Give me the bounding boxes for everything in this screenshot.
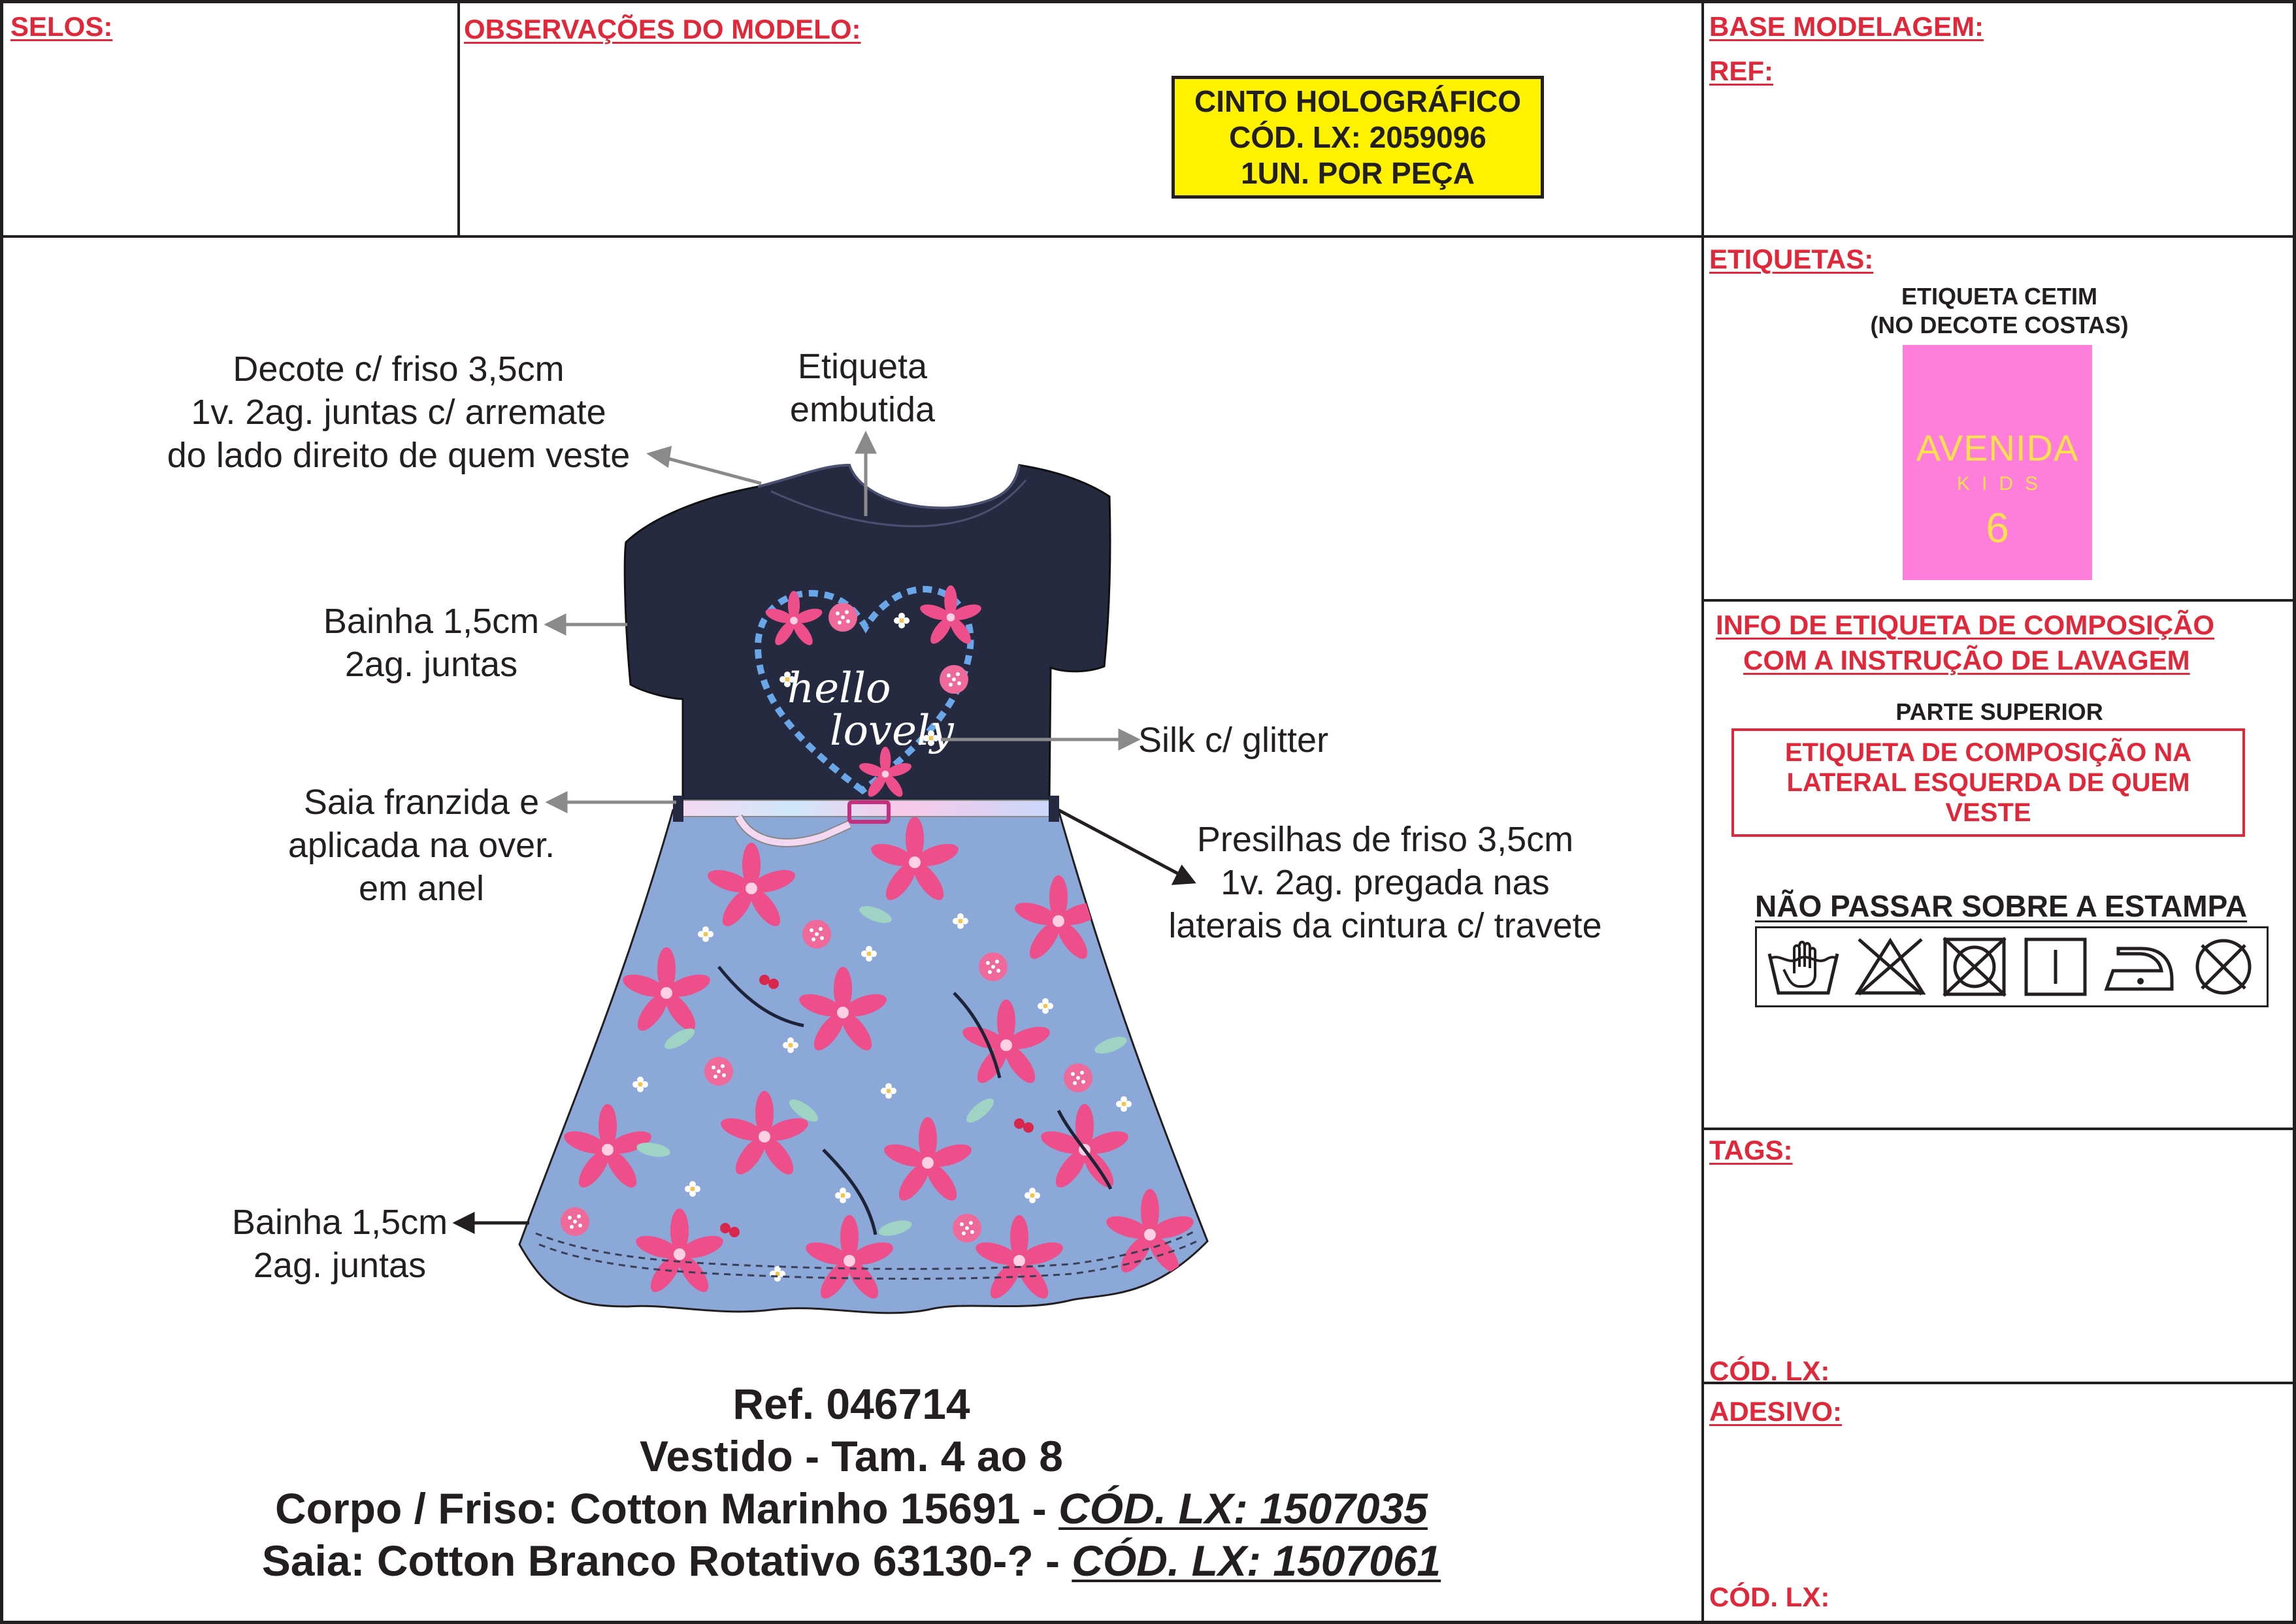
callout-neckline-line1: Decote c/ friso 3,5cm bbox=[233, 349, 565, 389]
composition-box bbox=[1731, 728, 2245, 837]
callout-loops-line2: 1v. 2ag. pregada nas bbox=[1221, 863, 1550, 902]
description-product: Vestido - Tam. 4 ao 8 bbox=[640, 1432, 1063, 1480]
iron-low-icon bbox=[2100, 934, 2178, 999]
callout-sleeve-hem-line2: 2ag. juntas bbox=[344, 645, 518, 684]
print-text-lovely: lovely bbox=[830, 707, 954, 755]
tags-label: TAGS: bbox=[1709, 1135, 1793, 1165]
callout-skirt-line3: em anel bbox=[358, 869, 485, 908]
composition-title-1: INFO DE ETIQUETA DE COMPOSIÇÃO bbox=[1716, 609, 2215, 640]
care-symbols bbox=[1755, 926, 2269, 1007]
base-modelagem-label: BASE MODELAGEM: bbox=[1709, 11, 1984, 42]
callout-inner-label bbox=[764, 345, 960, 431]
composition-title-2: COM A INSTRUÇÃO DE LAVAGEM bbox=[1743, 645, 2190, 675]
no-bleach-icon bbox=[1851, 934, 1929, 999]
callout-print bbox=[1138, 719, 1328, 762]
callout-inner-label-line1: Etiqueta bbox=[797, 347, 928, 386]
description-skirt-code: CÓD. LX: 1507061 bbox=[1072, 1536, 1441, 1585]
adesivo-cod-label: CÓD. LX: bbox=[1709, 1582, 1830, 1612]
label-size: 6 bbox=[1986, 504, 2009, 551]
description-body bbox=[0, 1483, 1703, 1534]
belt-note-line3: 1UN. POR PEÇA bbox=[1241, 155, 1475, 190]
label-brand-sub: KIDS bbox=[1956, 473, 2050, 495]
description-ref: Ref. 046714 bbox=[732, 1380, 970, 1428]
label-brand: AVENIDA bbox=[1916, 427, 2079, 468]
callout-loops-line3: laterais da cintura c/ travete bbox=[1168, 906, 1602, 945]
composition-part: PARTE SUPERIOR bbox=[1895, 698, 2103, 725]
callout-skirt-hem-line1: Bainha 1,5cm bbox=[231, 1203, 448, 1242]
composition-box-line2: LATERAL ESQUERDA DE QUEM bbox=[1786, 768, 2190, 797]
tags-cod-label: CÓD. LX: bbox=[1709, 1356, 1830, 1386]
line-dry-icon bbox=[2020, 934, 2091, 999]
etiquetas-label: ETIQUETAS: bbox=[1709, 244, 1874, 274]
belt-note-line1: CINTO HOLOGRÁFICO bbox=[1194, 84, 1522, 118]
callout-sleeve-hem-line1: Bainha 1,5cm bbox=[323, 602, 540, 641]
print-text-hello: hello bbox=[787, 664, 891, 713]
adesivo-label: ADESIVO: bbox=[1709, 1396, 1843, 1427]
callout-neckline bbox=[144, 348, 653, 477]
callout-loops-line1: Presilhas de friso 3,5cm bbox=[1196, 820, 1574, 859]
callout-skirt-hem bbox=[216, 1201, 464, 1287]
belt-note-line2: CÓD. LX: 2059096 bbox=[1229, 120, 1486, 154]
composition-box-line1: ETIQUETA DE COMPOSIÇÃO NA bbox=[1784, 738, 2192, 767]
no-dry-clean-icon bbox=[2188, 934, 2259, 999]
callout-neckline-line2: 1v. 2ag. juntas c/ arremate bbox=[191, 393, 606, 432]
no-iron-on-print-warning: NÃO PASSAR SOBRE A ESTAMPA bbox=[1755, 889, 2248, 923]
hand-wash-icon bbox=[1764, 934, 1843, 999]
border-right bbox=[2293, 0, 2296, 1624]
divider-right-1 bbox=[1703, 235, 2296, 238]
selos-label: SELOS: bbox=[10, 11, 113, 42]
belt-loop-right bbox=[1049, 796, 1059, 822]
description-body-text: Corpo / Friso: Cotton Marinho 15691 - bbox=[275, 1484, 1059, 1533]
description-body-code: CÓD. LX: 1507035 bbox=[1058, 1484, 1428, 1533]
callout-inner-label-line2: embutida bbox=[789, 390, 936, 429]
description-skirt-text: Saia: Cotton Branco Rotativo 63130-? - bbox=[261, 1536, 1072, 1585]
callout-skirt bbox=[274, 781, 568, 910]
label-type-line1: ETIQUETA CETIM bbox=[1901, 283, 2097, 310]
ref-label: REF: bbox=[1709, 56, 1773, 86]
label-type bbox=[1764, 282, 2235, 340]
callout-neckline-line3: do lado direito de quem veste bbox=[167, 436, 631, 475]
label-type-line2: (NO DECOTE COSTAS) bbox=[1870, 312, 2129, 338]
composition-box-line3: VESTE bbox=[1945, 798, 2031, 827]
callout-skirt-line2: aplicada na over. bbox=[287, 826, 555, 865]
satin-label bbox=[1903, 345, 2092, 580]
callout-skirt-line1: Saia franzida e bbox=[303, 783, 540, 822]
callout-loops bbox=[1150, 818, 1620, 947]
belt-loop-left bbox=[673, 796, 683, 822]
skirt bbox=[519, 810, 1207, 1313]
no-tumble-dry-icon bbox=[1939, 934, 2010, 999]
observacoes-label: OBSERVAÇÕES DO MODELO: bbox=[464, 14, 861, 44]
divider-right-3 bbox=[1703, 1128, 2296, 1130]
divider-right-2 bbox=[1703, 599, 2296, 602]
callout-sleeve-hem bbox=[301, 600, 562, 686]
callout-skirt-hem-line2: 2ag. juntas bbox=[253, 1246, 427, 1285]
description-skirt bbox=[0, 1535, 1703, 1586]
callout-print-text: Silk c/ glitter bbox=[1138, 721, 1329, 760]
